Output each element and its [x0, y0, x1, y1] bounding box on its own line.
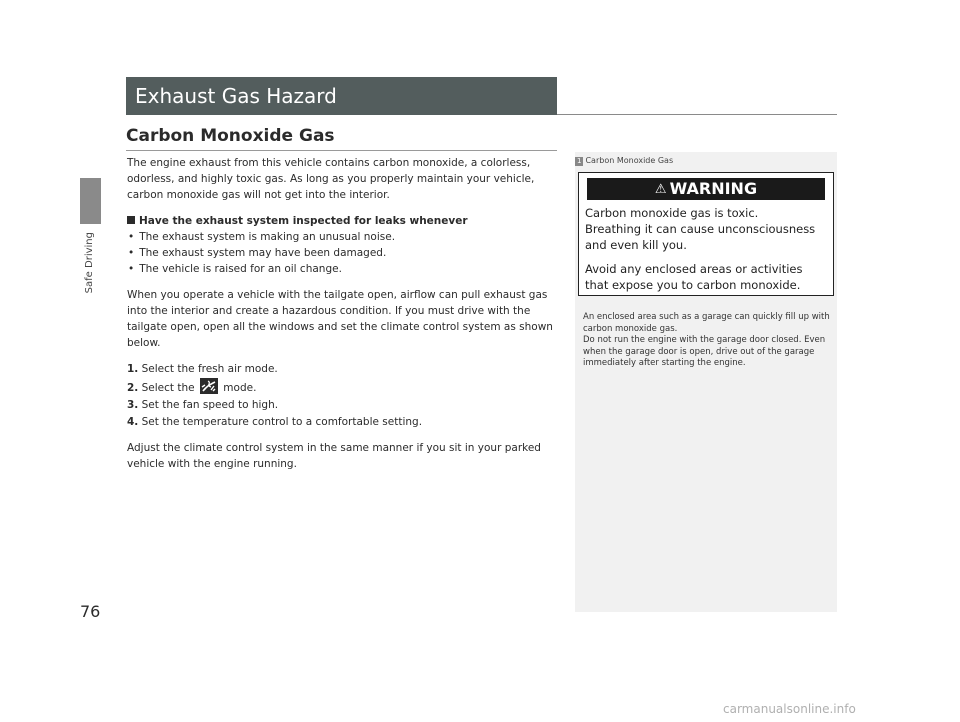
windshield-fan-icon: [200, 378, 218, 394]
subtitle-divider: [126, 150, 557, 151]
warning-text: Carbon monoxide gas is toxic. Breathing it can cause unconsciousness and even kill you. Avoid any enclosed areas or activities that expose you to carbon monoxide.: [585, 206, 816, 292]
warning-triangle-icon: ⚠: [654, 182, 667, 197]
section-tab-marker: [80, 178, 101, 224]
header-divider: [557, 114, 837, 115]
inspection-heading: Have the exhaust system inspected for leaks whenever: [127, 213, 557, 229]
tailgate-paragraph: When you operate a vehicle with the tailgate open, airflow can pull exhaust gas into the interior and create a hazardous condition. If you must drive with the tailgate open, open all the windows and set the climate control system as shown below.: [127, 289, 553, 349]
sidebar-reference-title: 1 Carbon Monoxide Gas: [577, 156, 674, 165]
sidebar-note: An enclosed area such as a garage can quickly fill up with carbon monoxide gas. Do not run the engine with the garage door closed. Even when the garage door is open, drive out of the garage immediately after starting the engine.: [583, 312, 830, 368]
watermark: carmanualsonline.info: [723, 702, 856, 716]
step-3: 3. Set the fan speed to high.: [127, 399, 279, 411]
step-1: 1. Select the fresh air mode.: [127, 363, 278, 375]
list-item: • The exhaust system may have been damaged.: [127, 245, 557, 261]
step-2: 2. Select the mode.: [127, 378, 557, 396]
list-item: • The exhaust system is making an unusual noise.: [127, 229, 557, 245]
warning-banner: ⚠ WARNING: [587, 178, 825, 200]
reference-number: 1: [577, 157, 582, 165]
square-bullet-icon: [127, 216, 135, 224]
section-title: Exhaust Gas Hazard: [126, 77, 557, 115]
page-number: 76: [80, 602, 101, 621]
warning-box: [578, 172, 834, 296]
page-subtitle: Carbon Monoxide Gas: [126, 126, 335, 146]
closing-paragraph: Adjust the climate control system in the same manner if you sit in your parked vehicle with the engine running.: [127, 442, 541, 470]
intro-paragraph: The engine exhaust from this vehicle contains carbon monoxide, a colorless, odorless, and highly toxic gas. As long as you properly maintain your vehicle, carbon monoxide gas will not get into the interior.: [127, 157, 535, 201]
main-content: [127, 155, 557, 472]
list-item: • The vehicle is raised for an oil change.: [127, 261, 557, 277]
step-4: 4. Set the temperature control to a comfortable setting.: [127, 416, 423, 428]
side-section-label: Safe Driving: [84, 232, 95, 294]
